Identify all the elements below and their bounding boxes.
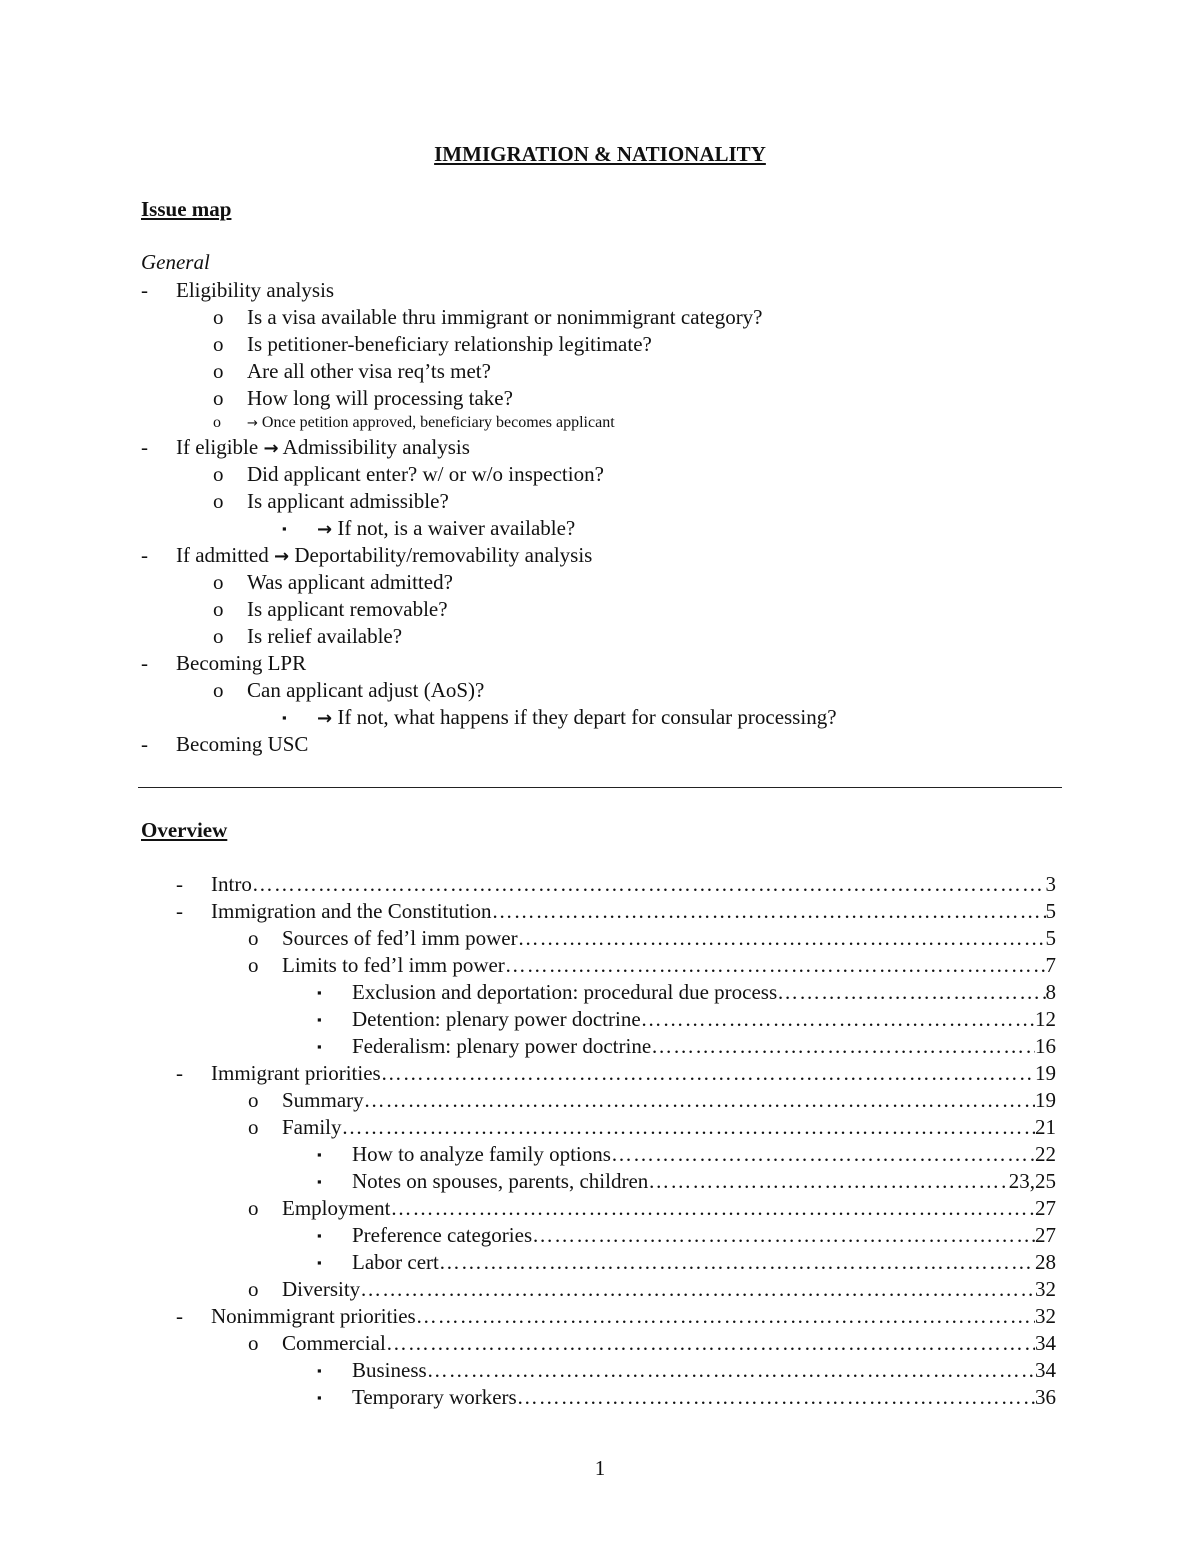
- list-item-text: Was applicant admitted?: [247, 570, 453, 594]
- circle-bullet-icon: o: [248, 926, 259, 950]
- list-item: [141, 434, 1041, 461]
- square-bullet-icon: ▪: [282, 521, 287, 536]
- toc-entry-label: How to analyze family options: [352, 1142, 611, 1166]
- toc-page-number: 19: [1035, 1061, 1056, 1085]
- circle-bullet-icon: o: [248, 1277, 259, 1301]
- toc-entry: [176, 1141, 1056, 1168]
- dot-leader: [381, 1060, 1035, 1087]
- circle-bullet-icon: o: [248, 1088, 259, 1112]
- list-item: [141, 596, 1041, 623]
- toc-page-number: 32: [1035, 1277, 1056, 1301]
- toc-entry-label: Preference categories: [352, 1223, 533, 1247]
- toc-entry: [176, 925, 1056, 952]
- toc-entry-label: Federalism: plenary power doctrine: [352, 1034, 652, 1058]
- dot-leader: [532, 1222, 1035, 1249]
- list-item-text: Eligibility analysis: [176, 278, 335, 302]
- toc-page-number: 8: [1045, 980, 1056, 1004]
- dash-marker: -: [141, 651, 148, 675]
- toc-page-number: 23,25: [1008, 1169, 1056, 1193]
- page-number: 1: [594, 1456, 606, 1480]
- dot-leader: [391, 1195, 1036, 1222]
- arrow-right-icon: →: [317, 519, 333, 540]
- circle-bullet-icon: o: [213, 570, 224, 594]
- toc-entry-label: Detention: plenary power doctrine: [352, 1007, 641, 1031]
- toc-page-number: 28: [1035, 1250, 1056, 1274]
- dash-marker: -: [141, 278, 148, 302]
- dot-leader: [416, 1303, 1035, 1330]
- list-item-text: Becoming LPR: [176, 651, 307, 675]
- toc-entry: [176, 1249, 1056, 1276]
- dot-leader: [517, 1384, 1035, 1411]
- circle-bullet-icon: o: [248, 1115, 259, 1139]
- list-item-text: Is applicant removable?: [247, 597, 448, 621]
- square-bullet-icon: ▪: [317, 1012, 322, 1027]
- toc-entry: [176, 1087, 1056, 1114]
- toc-entry-label: Family: [282, 1115, 342, 1139]
- toc-entry: [176, 871, 1056, 898]
- square-bullet-icon: ▪: [317, 1147, 322, 1162]
- list-item-text: → Once petition approved, beneficiary becomes applicant: [247, 414, 615, 431]
- list-item: [141, 731, 1041, 758]
- square-bullet-icon: ▪: [282, 710, 287, 725]
- horizontal-divider: [138, 787, 1062, 788]
- toc-entry-label: Nonimmigrant priorities: [211, 1304, 416, 1328]
- square-bullet-icon: ▪: [317, 1174, 322, 1189]
- dash-marker: -: [141, 543, 148, 567]
- toc-page-number: 34: [1035, 1358, 1056, 1382]
- toc-entry: [176, 952, 1056, 979]
- issue-map-list: [141, 277, 1041, 758]
- list-item-text: How long will processing take?: [247, 386, 513, 410]
- dash-marker: -: [176, 1061, 183, 1085]
- square-bullet-icon: ▪: [317, 1363, 322, 1378]
- toc-entry-label: Notes on spouses, parents, children: [352, 1169, 649, 1193]
- list-item: [141, 677, 1041, 704]
- square-bullet-icon: ▪: [317, 1228, 322, 1243]
- list-item: [141, 412, 1041, 434]
- list-item: [141, 569, 1041, 596]
- toc-page-number: 21: [1035, 1115, 1056, 1139]
- list-item-text: → If not, what happens if they depart for consular processing?: [317, 705, 837, 729]
- circle-bullet-icon: o: [213, 359, 224, 383]
- dash-marker: -: [141, 732, 148, 756]
- toc-entry: [176, 1303, 1056, 1330]
- list-item-text: Is petitioner-beneficiary relationship legitimate?: [247, 332, 652, 356]
- issue-map-heading: Issue map: [141, 197, 232, 221]
- toc-page-number: 32: [1035, 1304, 1056, 1328]
- circle-bullet-icon: o: [213, 624, 224, 648]
- dot-leader: [492, 898, 1046, 925]
- arrow-right-icon: →: [247, 416, 258, 431]
- arrow-right-icon: →: [317, 708, 333, 729]
- dot-leader: [777, 979, 1045, 1006]
- toc-entry: [176, 1222, 1056, 1249]
- circle-bullet-icon: o: [248, 1331, 259, 1355]
- toc-entry: [176, 1033, 1056, 1060]
- toc-entry-label: Intro: [211, 872, 252, 896]
- document-title: IMMIGRATION & NATIONALITY: [434, 142, 766, 166]
- toc-entry-label: Limits to fed’l imm power: [282, 953, 505, 977]
- arrow-right-icon: →: [273, 546, 290, 567]
- toc-page-number: 27: [1035, 1223, 1056, 1247]
- toc-entry-label: Summary: [282, 1088, 364, 1112]
- toc-entry-label: Labor cert: [352, 1250, 439, 1274]
- dot-leader: [342, 1114, 1035, 1141]
- toc-page-number: 19: [1035, 1088, 1056, 1112]
- list-item-text: If eligible → Admissibility analysis: [176, 435, 470, 459]
- dot-leader: [360, 1276, 1035, 1303]
- list-item-text: Can applicant adjust (AoS)?: [247, 678, 485, 702]
- toc-page-number: 27: [1035, 1196, 1056, 1220]
- list-item: [141, 515, 1041, 542]
- dot-leader: [439, 1249, 1035, 1276]
- toc-entry-label: Commercial: [282, 1331, 386, 1355]
- list-item-text: → If not, is a waiver available?: [317, 516, 576, 540]
- toc-entry: [176, 1114, 1056, 1141]
- dot-leader: [651, 1033, 1035, 1060]
- issue-map-subheading: General: [141, 250, 210, 274]
- toc-entry: [176, 898, 1056, 925]
- toc-entry-label: Immigrant priorities: [211, 1061, 381, 1085]
- list-item: [141, 461, 1041, 488]
- dot-leader: [648, 1168, 1008, 1195]
- square-bullet-icon: ▪: [317, 1255, 322, 1270]
- list-item-text: Are all other visa req’ts met?: [247, 359, 491, 383]
- dot-leader: [611, 1141, 1035, 1168]
- circle-bullet-icon: o: [213, 414, 221, 431]
- dot-leader: [386, 1330, 1035, 1357]
- toc-page-number: 7: [1045, 953, 1056, 977]
- circle-bullet-icon: o: [213, 332, 224, 356]
- toc-entry-label: Temporary workers: [352, 1385, 517, 1409]
- list-item-text: Is applicant admissible?: [247, 489, 449, 513]
- toc-page-number: 22: [1035, 1142, 1056, 1166]
- dot-leader: [641, 1006, 1035, 1033]
- toc-entry: [176, 1357, 1056, 1384]
- dot-leader: [364, 1087, 1035, 1114]
- square-bullet-icon: ▪: [317, 1390, 322, 1405]
- list-item-text: Becoming USC: [176, 732, 309, 756]
- list-item: [141, 331, 1041, 358]
- toc-page-number: 36: [1035, 1385, 1056, 1409]
- list-item-text: Is a visa available thru immigrant or nonimmigrant category?: [247, 305, 763, 329]
- toc-page-number: 12: [1035, 1007, 1056, 1031]
- list-item: [141, 304, 1041, 331]
- list-item: [141, 488, 1041, 515]
- dot-leader: [427, 1357, 1035, 1384]
- dash-marker: -: [176, 899, 183, 923]
- toc-entry: [176, 979, 1056, 1006]
- list-item: [141, 650, 1041, 677]
- circle-bullet-icon: o: [248, 1196, 259, 1220]
- toc-entry-label: Immigration and the Constitution: [211, 899, 492, 923]
- square-bullet-icon: ▪: [317, 1039, 322, 1054]
- circle-bullet-icon: o: [213, 489, 224, 513]
- dash-marker: -: [141, 435, 148, 459]
- toc-entry-label: Sources of fed’l imm power: [282, 926, 518, 950]
- toc-entry: [176, 1060, 1056, 1087]
- list-item: [141, 277, 1041, 304]
- list-item: [141, 358, 1041, 385]
- dot-leader: [518, 925, 1046, 952]
- arrow-right-icon: →: [263, 438, 279, 459]
- circle-bullet-icon: o: [213, 305, 224, 329]
- list-item-text: Did applicant enter? w/ or w/o inspection?: [247, 462, 604, 486]
- square-bullet-icon: ▪: [317, 985, 322, 1000]
- toc-page-number: 5: [1045, 899, 1056, 923]
- toc-entry-label: Employment: [282, 1196, 391, 1220]
- toc-page-number: 34: [1035, 1331, 1056, 1355]
- toc-entry: [176, 1195, 1056, 1222]
- table-of-contents: [176, 871, 1056, 1411]
- list-item: [141, 385, 1041, 412]
- circle-bullet-icon: o: [213, 462, 224, 486]
- dot-leader: [252, 871, 1046, 898]
- toc-entry: [176, 1384, 1056, 1411]
- toc-entry: [176, 1006, 1056, 1033]
- toc-entry: [176, 1168, 1056, 1195]
- circle-bullet-icon: o: [213, 678, 224, 702]
- toc-page-number: 3: [1045, 872, 1056, 896]
- toc-entry: [176, 1330, 1056, 1357]
- circle-bullet-icon: o: [213, 386, 224, 410]
- toc-page-number: 5: [1045, 926, 1056, 950]
- toc-entry: [176, 1276, 1056, 1303]
- circle-bullet-icon: o: [248, 953, 259, 977]
- list-item: [141, 623, 1041, 650]
- dot-leader: [505, 952, 1046, 979]
- list-item-text: If admitted → Deportability/removability analysis: [176, 543, 593, 567]
- toc-page-number: 16: [1035, 1034, 1056, 1058]
- toc-entry-label: Diversity: [282, 1277, 361, 1301]
- toc-entry-label: Exclusion and deportation: procedural due process: [352, 980, 778, 1004]
- list-item: [141, 542, 1041, 569]
- dash-marker: -: [176, 872, 183, 896]
- toc-entry-label: Business: [352, 1358, 427, 1382]
- list-item-text: Is relief available?: [247, 624, 403, 648]
- list-item: [141, 704, 1041, 731]
- circle-bullet-icon: o: [213, 597, 224, 621]
- overview-heading: Overview: [141, 818, 228, 842]
- dash-marker: -: [176, 1304, 183, 1328]
